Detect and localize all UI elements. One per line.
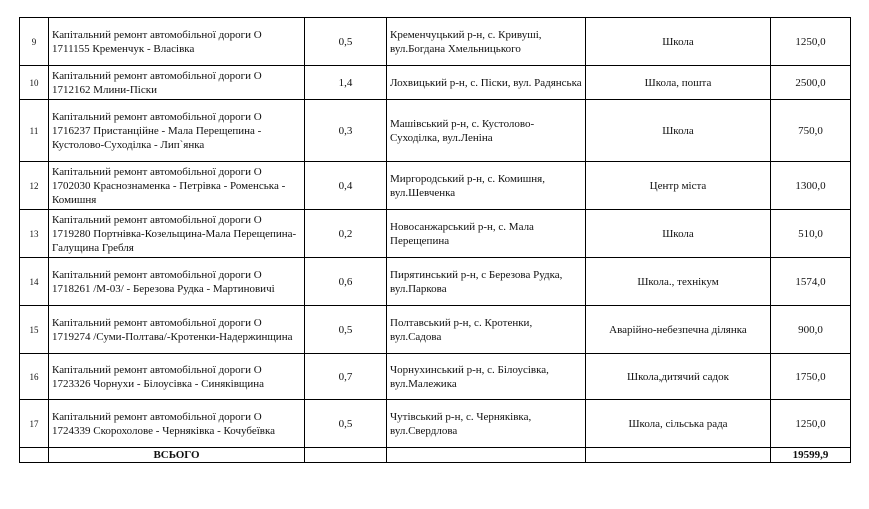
object-type: Аварійно-небезпечна ділянка: [586, 306, 771, 354]
total-sum: 19599,9: [771, 448, 851, 463]
object-type: Школа: [586, 100, 771, 162]
amount: 1750,0: [771, 354, 851, 400]
road-description: Капітальний ремонт автомобільної дороги О 1702030 Краснознаменка - Петрівка - Роменська - Комишня: [49, 162, 305, 210]
location: Полтавський р-н, с. Кротенки, вул.Садова: [387, 306, 586, 354]
road-length: 0,5: [305, 306, 387, 354]
road-description: Капітальний ремонт автомобільної дороги О 1723326 Чорнухи - Білоусівка - Синяківщина: [49, 354, 305, 400]
amount: 1250,0: [771, 400, 851, 448]
total-row: [20, 448, 851, 463]
location: Лохвицький р-н, с. Піски, вул. Радянська: [387, 66, 586, 100]
table-row: [20, 210, 851, 258]
amount: 1250,0: [771, 18, 851, 66]
road-length: 0,4: [305, 162, 387, 210]
total-length-cell: [305, 448, 387, 463]
location: Пирятинський р-н, с Березова Рудка, вул.Паркова: [387, 258, 586, 306]
object-type: Школа,дитячий садок: [586, 354, 771, 400]
road-description: Капітальний ремонт автомобільної дороги О 1718261 /М-03/ - Березова Рудка - Мартиновичі: [49, 258, 305, 306]
road-length: 0,2: [305, 210, 387, 258]
road-description: Капітальний ремонт автомобільної дороги О 1719280 Портнівка-Козельщина-Мала Перещепина-Галущина Гребля: [49, 210, 305, 258]
row-number: 11: [20, 100, 49, 162]
road-description: Капітальний ремонт автомобільної дороги О 1724339 Скорохолове - Черняківка - Кочубеївка: [49, 400, 305, 448]
table-row: [20, 400, 851, 448]
location: Новосанжарський р-н, с. Мала Перещепина: [387, 210, 586, 258]
road-repair-table: [19, 17, 851, 463]
row-number: 9: [20, 18, 49, 66]
row-number: 14: [20, 258, 49, 306]
road-description: Капітальний ремонт автомобільної дороги О 1711155 Кременчук - Власівка: [49, 18, 305, 66]
row-number: 12: [20, 162, 49, 210]
location: Миргородський р-н, с. Комишня, вул.Шевченка: [387, 162, 586, 210]
total-label: ВСЬОГО: [49, 448, 305, 463]
row-number: 16: [20, 354, 49, 400]
road-length: 0,3: [305, 100, 387, 162]
object-type: Школа: [586, 18, 771, 66]
road-repair-table-sheet: [19, 17, 851, 463]
table-body: [20, 18, 851, 463]
table-row: [20, 18, 851, 66]
road-length: 0,6: [305, 258, 387, 306]
location: Чорнухинський р-н, с. Білоусівка, вул.Малежика: [387, 354, 586, 400]
location: Кременчуцький р-н, с. Кривуші, вул.Богдана Хмельницького: [387, 18, 586, 66]
total-location-cell: [387, 448, 586, 463]
road-length: 0,7: [305, 354, 387, 400]
amount: 900,0: [771, 306, 851, 354]
table-row: [20, 354, 851, 400]
object-type: Центр міста: [586, 162, 771, 210]
object-type: Школа., технікум: [586, 258, 771, 306]
table-row: [20, 258, 851, 306]
table-row: [20, 306, 851, 354]
road-length: 1,4: [305, 66, 387, 100]
object-type: Школа: [586, 210, 771, 258]
amount: 750,0: [771, 100, 851, 162]
row-number: 15: [20, 306, 49, 354]
total-object-cell: [586, 448, 771, 463]
road-description: Капітальний ремонт автомобільної дороги О 1719274 /Суми-Полтава/-Кротенки-Надержинщина: [49, 306, 305, 354]
amount: 2500,0: [771, 66, 851, 100]
row-number: 17: [20, 400, 49, 448]
table-row: [20, 66, 851, 100]
object-type: Школа, сільська рада: [586, 400, 771, 448]
road-length: 0,5: [305, 18, 387, 66]
amount: 1574,0: [771, 258, 851, 306]
road-description: Капітальний ремонт автомобільної дороги О 1716237 Пристанційне - Мала Перещепина - Кустолово-Суходілка - Лип`янка: [49, 100, 305, 162]
road-length: 0,5: [305, 400, 387, 448]
row-number: 13: [20, 210, 49, 258]
table-row: [20, 162, 851, 210]
location: Машівський р-н, с. Кустолово-Суходілка, вул.Леніна: [387, 100, 586, 162]
road-description: Капітальний ремонт автомобільної дороги О 1712162 Млини-Піски: [49, 66, 305, 100]
location: Чутівський р-н, с. Черняківка, вул.Свердлова: [387, 400, 586, 448]
amount: 510,0: [771, 210, 851, 258]
table-row: [20, 100, 851, 162]
amount: 1300,0: [771, 162, 851, 210]
row-number: 10: [20, 66, 49, 100]
total-number-cell: [20, 448, 49, 463]
object-type: Школа, пошта: [586, 66, 771, 100]
